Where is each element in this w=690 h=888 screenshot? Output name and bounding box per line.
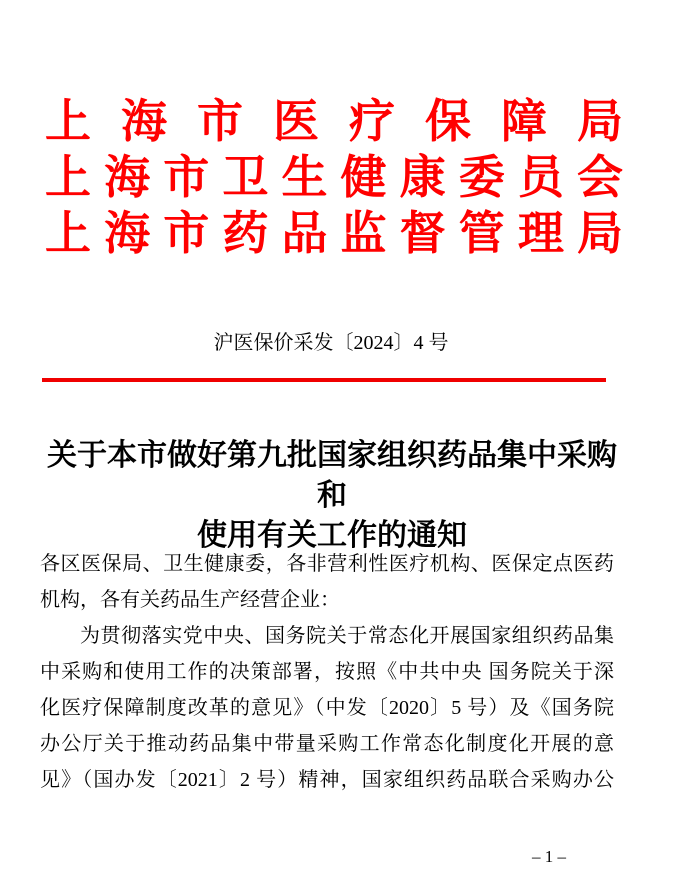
page-number: – 1 – bbox=[532, 847, 566, 866]
salutation-line-2: 机构，各有关药品生产经营企业： bbox=[40, 589, 340, 611]
red-divider-rule bbox=[42, 378, 606, 382]
paragraph-line-4: 办公厅关于推动药品集中带量采购工作常态化制度化开展的意 bbox=[40, 733, 614, 755]
paragraph-line-3: 化医疗保障制度改革的意见》（中发〔2020〕5 号）及《国务院 bbox=[40, 697, 614, 719]
issuing-agency-header bbox=[45, 94, 623, 262]
paragraph-line-1: 为贯彻落实党中央、国务院关于常态化开展国家组织药品集 bbox=[80, 625, 614, 647]
document-title-line-2: 使用有关工作的通知 bbox=[197, 519, 467, 552]
agency-name-line-1: 上海市医疗保障局 bbox=[45, 96, 623, 147]
document-body bbox=[40, 546, 614, 798]
document-number: 沪医保价采发〔2024〕4 号 bbox=[213, 332, 449, 354]
document-title bbox=[42, 436, 622, 556]
agency-name-line-2: 上海市卫生健康委员会 bbox=[45, 152, 623, 203]
salutation-line-1: 各区医保局、卫生健康委，各非营利性医疗机构、医保定点医药 bbox=[40, 553, 614, 575]
document-title-line-1: 关于本市做好第九批国家组织药品集中采购和 bbox=[47, 439, 617, 512]
paragraph-line-5: 见》（国办发〔2021〕2 号）精神，国家组织药品联合采购办公 bbox=[40, 769, 614, 791]
agency-name-line-3: 上海市药品监督管理局 bbox=[45, 208, 623, 259]
paragraph-line-2: 中采购和使用工作的决策部署，按照《中共中央 国务院关于深 bbox=[40, 661, 614, 683]
